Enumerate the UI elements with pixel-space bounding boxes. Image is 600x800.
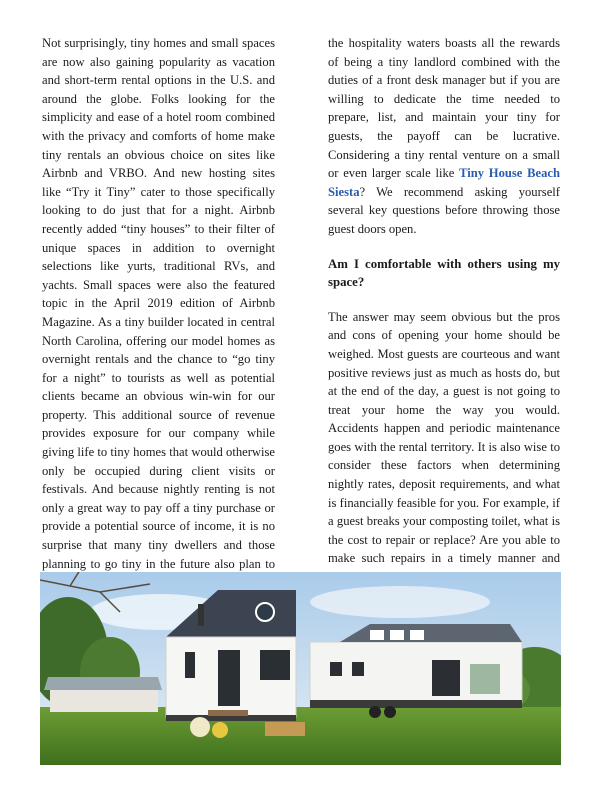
right-paragraph-1 <box>328 34 560 239</box>
right-paragraph-2: The answer may seem obvious but the pros and cons of opening your home should be weighed. Most guests are courteous and want positive reviews just as much as hosts do, but at the end of the day, a guest is not going to treat your home the way you would. Accidents happen and periodic maintenance goes with the rental territory. It is also wise to consider these factors when determining nightly rates, deposit requirements, and what is financially feasible for you. For example, if a guest breaks your composting toilet, what is the cost to repair or replace? Are you able to make such repairs in a timely manner and <box>328 309 560 566</box>
tiny-houses-photo <box>40 572 561 765</box>
para1-text-a: the hospitality waters boasts all the rewards of being a tiny landlord combined with the duties of a front desk manager but if you are willing to dedicate the time needed to prepare, list, and maintain your tiny for guests, the payoff can be lucrative. Considering a tiny rental venture on a small or even larger scale like <box>328 36 560 181</box>
section-heading: Am I comfortable with others using my space? <box>328 256 560 290</box>
left-paragraph: Not surprisingly, tiny homes and small spaces are now also gaining popularity as vacation and short-term rental options in the U.S. and around the globe. Folks looking for the simplicity and ease of a hotel room combined with the privacy and comforts of home make tiny rentals an obvious choice on sites like Airbnb and VRBO. And new hosting sites like “Try it Tiny” cater to those specifically looking to do just that for a night. Airbnb recently added “tiny houses” to their filter of unique spaces in addition to overnight selections like yurts, traditional RVs, and yachts. Small spaces were also the featured topic in the April 2019 edition of Airbnb Magazine. As a tiny builder located in central North Carolina, offering our model homes as overnight rentals and the chance to “go tiny for a night” to tourists as well as potential clients became an obvious win-win for our property. This additional source of revenue provides exposure for our company while giving life to tiny homes that would otherwise only be occupied during client visits or festivals. And because nightly renting is not only a great way to pay off a tiny purchase or provide a potential source of income, it is no surprise that many tiny dwellers and those planning to go tiny in the future also plan to <box>42 36 275 571</box>
left-column <box>42 34 275 610</box>
tiny-house-beach-siesta-link[interactable]: Tiny House Beach Siesta <box>328 166 560 199</box>
right-column <box>328 34 560 587</box>
para1-text-b: ? We recommend asking yourself several key questions before throwing those guest doors open. <box>328 184 560 236</box>
